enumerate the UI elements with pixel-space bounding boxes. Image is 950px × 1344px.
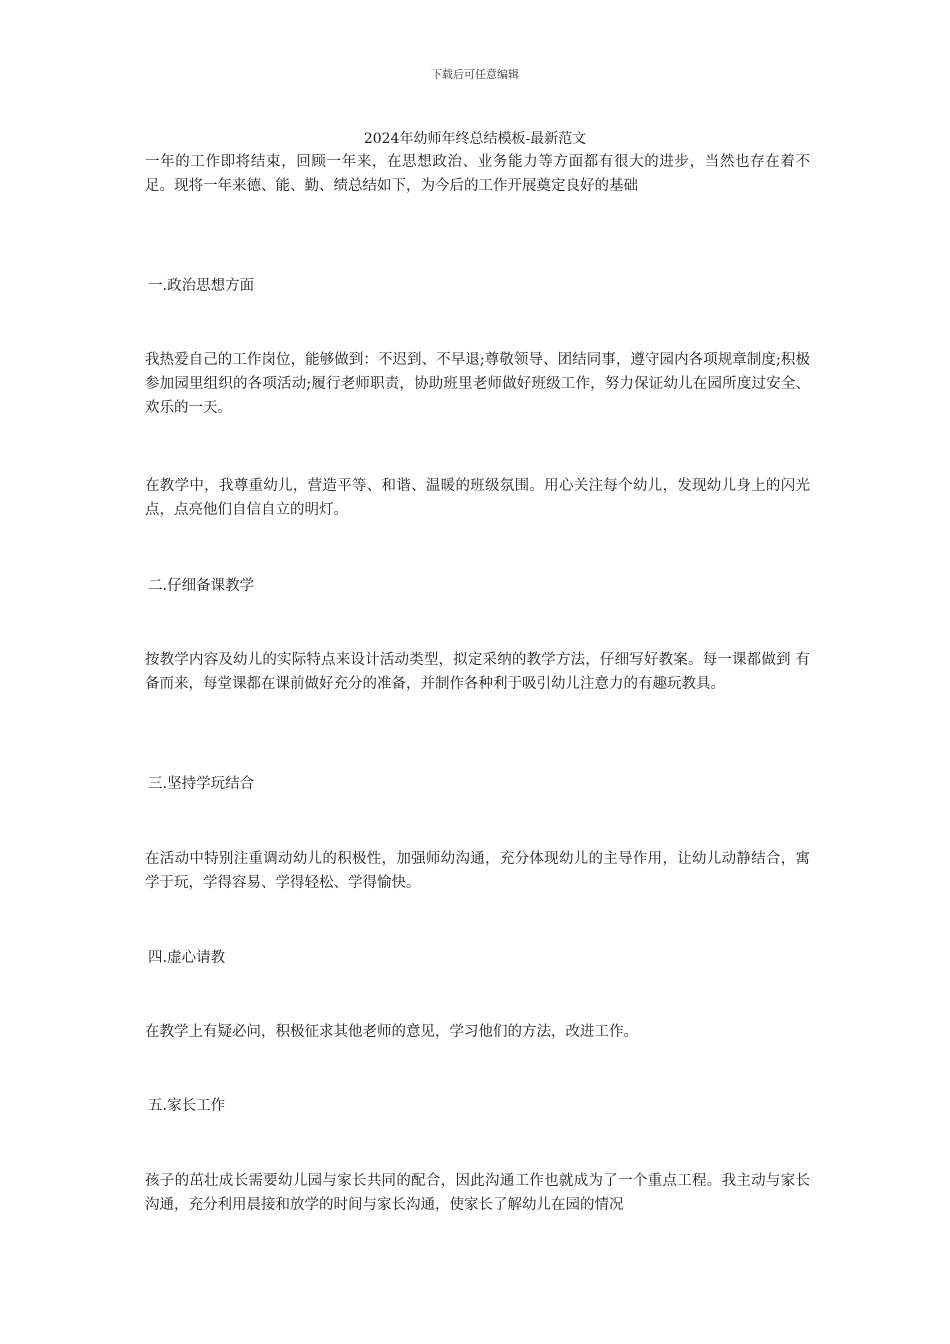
section-heading-4: 四.虚心请教 bbox=[148, 950, 226, 966]
paragraph-3: 按教学内容及幼儿的实际特点来设计活动类型，拟定采纳的教学方法，仔细写好教案。每一课都做到 有备而来，每堂课都在课前做好充分的准备，并制作各种利于吸引幼儿注意力的有趣玩教具。 bbox=[145, 652, 810, 692]
document-title: 2024年幼师年终总结模板-最新范文 bbox=[363, 131, 587, 147]
paragraph-1: 我热爱自己的工作岗位，能够做到：不迟到、不早退;尊敬领导、团结同事，遵守园内各项规章制度;积极参加园里组织的各项活动;履行老师职责，协助班里老师做好班级工作，努力保证幼儿在园所度过安全、欢乐的一天。 bbox=[145, 352, 810, 416]
paragraph-6: 孩子的茁壮成长需要幼儿园与家长共同的配合，因此沟通工作也就成为了一个重点工程。我主动与家长沟通，充分利用晨接和放学的时间与家长沟通，使家长了解幼儿在园的情况 bbox=[145, 1173, 810, 1213]
section-heading-2: 二.仔细备课教学 bbox=[148, 578, 255, 594]
page-header-note: 下载后可任意编辑 bbox=[431, 68, 519, 81]
section-heading-1: 一.政治思想方面 bbox=[148, 278, 255, 294]
paragraph-4: 在活动中特别注重调动幼儿的积极性，加强师幼沟通，充分体现幼儿的主导作用，让幼儿动静结合，寓学于玩，学得容易、学得轻松、学得愉快。 bbox=[145, 851, 810, 891]
paragraph-5: 在教学上有疑必问，积极征求其他老师的意见，学习他们的方法，改进工作。 bbox=[145, 1024, 638, 1040]
paragraph-2: 在教学中，我尊重幼儿，营造平等、和谐、温暖的班级氛围。用心关注每个幼儿，发现幼儿身上的闪光点，点亮他们自信自立的明灯。 bbox=[145, 478, 810, 518]
section-heading-3: 三.坚持学玩结合 bbox=[148, 776, 255, 792]
intro-paragraph: 一年的工作即将结束，回顾一年来，在思想政治、业务能力等方面都有很大的进步，当然也存在着不足。现将一年来德、能、勤、绩总结如下，为今后的工作开展奠定良好的基础 bbox=[145, 154, 810, 194]
section-heading-5: 五.家长工作 bbox=[148, 1098, 226, 1114]
